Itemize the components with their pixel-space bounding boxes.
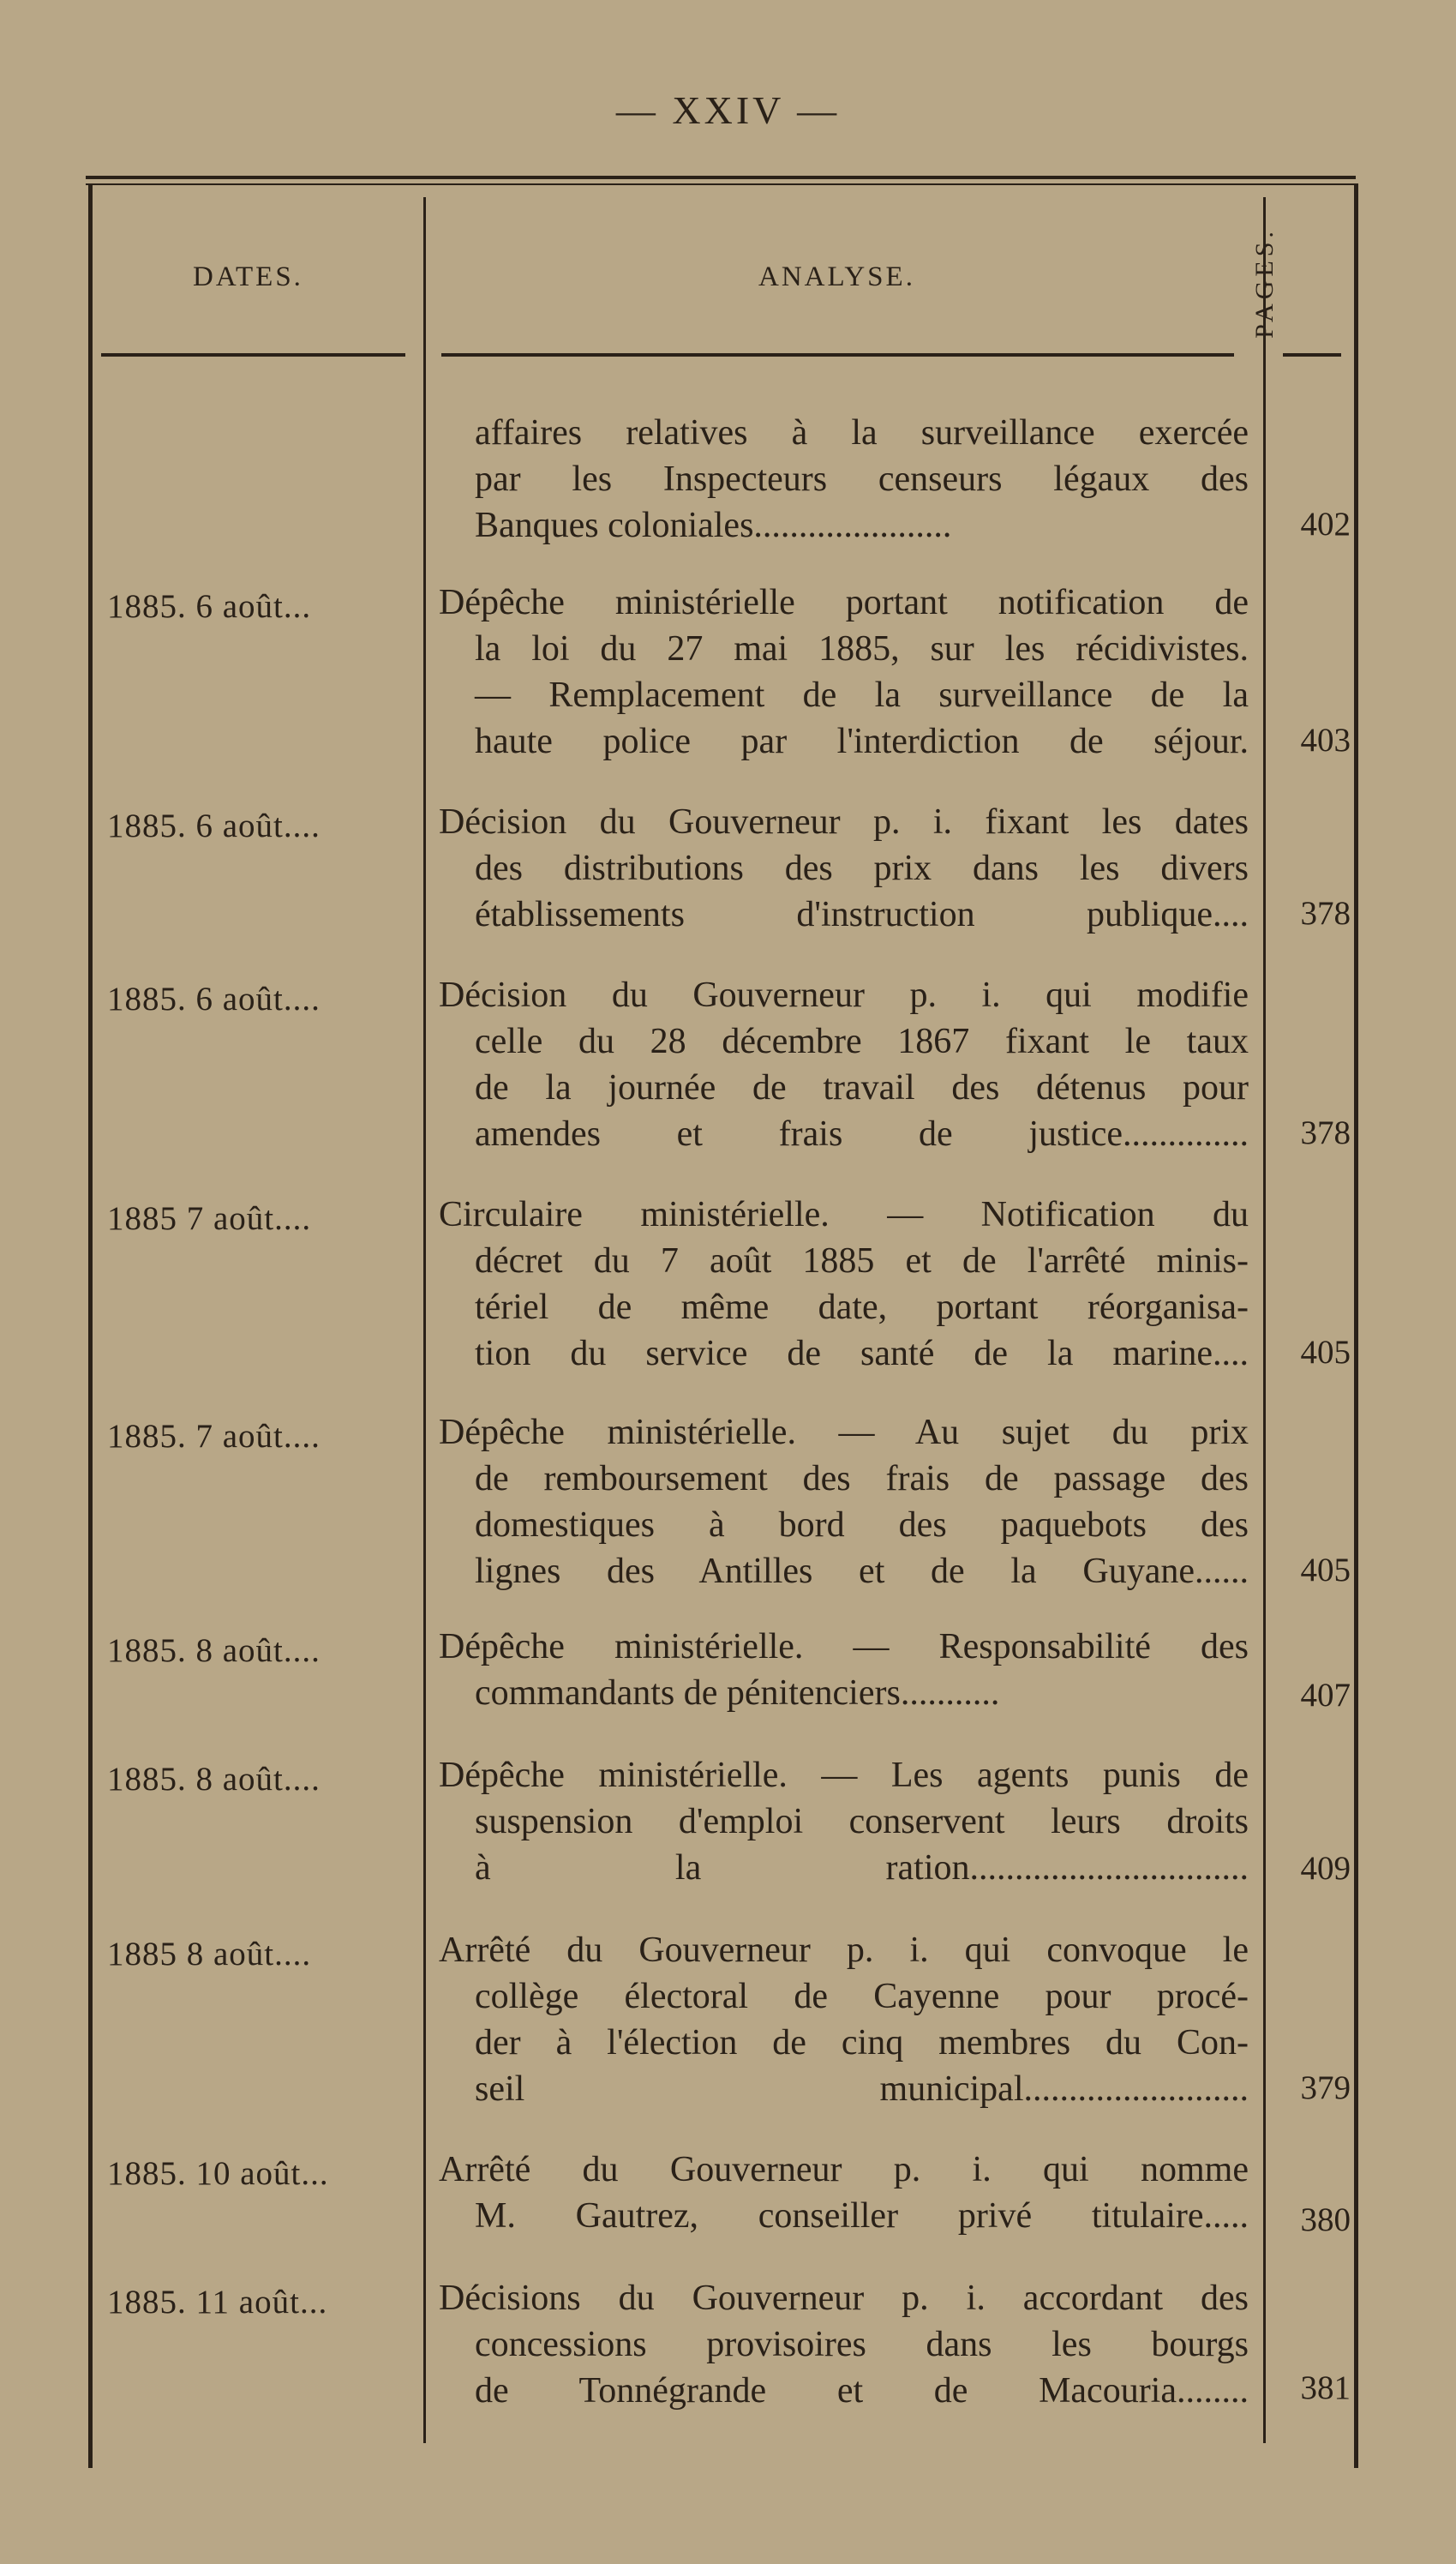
analysis-line: concessions provisoires dans les bourgs <box>475 2325 1249 2364</box>
analysis-line: Dépêche ministérielle. — Responsabilité des <box>439 1627 1249 1666</box>
analysis-line: Banques coloniales...................... <box>475 506 952 545</box>
entry-page: 379 <box>1300 2069 1351 2106</box>
entry-page: 380 <box>1300 2201 1351 2238</box>
column-separator-pages <box>1263 197 1266 2443</box>
analysis-line: M. Gautrez, conseiller privé titulaire..... <box>475 2196 1249 2236</box>
pages-header-underline <box>1283 353 1341 357</box>
analysis-line: celle du 28 décembre 1867 fixant le taux <box>475 1022 1249 1061</box>
analysis-line: de Tonnégrande et de Macouria........ <box>475 2371 1249 2411</box>
entry-analysis <box>439 2275 1249 2414</box>
top-rule-thin <box>86 183 1356 185</box>
pages-header-wrapper <box>1239 197 1291 369</box>
analysis-line: décret du 7 août 1885 et de l'arrêté minis- <box>475 1241 1249 1281</box>
analysis-line: amendes et frais de justice.............. <box>475 1114 1249 1154</box>
entry-page: 403 <box>1300 722 1351 759</box>
entry-analysis <box>439 1752 1249 1891</box>
analysis-line: suspension d'emploi conservent leurs droits <box>475 1802 1249 1841</box>
entry-analysis <box>439 579 1249 765</box>
analysis-line: Dépêche ministérielle portant notification de <box>439 583 1249 622</box>
dates-header: DATES. <box>193 261 303 292</box>
dates-header-underline <box>101 353 405 357</box>
entry-page: 407 <box>1300 1677 1351 1714</box>
entry-page: 381 <box>1300 2369 1351 2406</box>
entry-analysis <box>439 1927 1249 2112</box>
analysis-line: domestiques à bord des paquebots des <box>475 1505 1249 1545</box>
right-border <box>1354 183 1358 2468</box>
analysis-line: Dépêche ministérielle. — Les agents punis de <box>439 1756 1249 1795</box>
analysis-line: des distributions des prix dans les divers <box>475 849 1249 888</box>
entry-analysis <box>439 2147 1249 2239</box>
analysis-line: de la journée de travail des détenus pour <box>475 1068 1249 1108</box>
analysis-line: der à l'élection de cinq membres du Con- <box>475 2023 1249 2063</box>
analysis-line: Arrêté du Gouverneur p. i. qui nomme <box>439 2150 1249 2189</box>
analysis-line: établissements d'instruction publique.... <box>475 895 1249 934</box>
entry-analysis <box>439 972 1249 1157</box>
entry-page: 378 <box>1300 895 1351 932</box>
entry-page: 378 <box>1300 1114 1351 1151</box>
analysis-line: tériel de même date, portant réorganisa- <box>475 1288 1249 1327</box>
analysis-line: — Remplacement de la surveillance de la <box>475 676 1249 715</box>
entry-date: 1885. 8 août.... <box>107 1761 321 1798</box>
entry-page: 405 <box>1300 1334 1351 1371</box>
analysis-line: tion du service de santé de la marine.... <box>475 1334 1249 1373</box>
analysis-line: Dépêche ministérielle. — Au sujet du prix <box>439 1413 1249 1452</box>
analysis-line: commandants de pénitenciers........... <box>475 1673 1000 1713</box>
analysis-line: par les Inspecteurs censeurs légaux des <box>475 459 1249 499</box>
analysis-line: collège électoral de Cayenne pour procé- <box>475 1977 1249 2016</box>
entry-date: 1885. 8 août.... <box>107 1632 321 1669</box>
analysis-header-underline <box>441 353 1234 357</box>
entry-date: 1885. 10 août... <box>107 2155 329 2192</box>
entry-analysis <box>439 1192 1249 1377</box>
analysis-line: haute police par l'interdiction de séjour. <box>475 722 1249 761</box>
analysis-line: lignes des Antilles et de la Guyane...... <box>475 1552 1249 1591</box>
analysis-line: Décisions du Gouverneur p. i. accordant des <box>439 2279 1249 2318</box>
entry-date: 1885 7 août.... <box>107 1200 312 1237</box>
entry-analysis <box>439 1624 1249 1716</box>
entry-page: 409 <box>1300 1850 1351 1887</box>
entry-date: 1885. 6 août.... <box>107 808 321 844</box>
entry-page: 405 <box>1300 1552 1351 1588</box>
analysis-line: seil municipal......................... <box>475 2069 1249 2109</box>
entry-analysis <box>439 799 1249 938</box>
entry-date: 1885. 7 août.... <box>107 1418 321 1455</box>
entry-analysis <box>439 1409 1249 1594</box>
entry-date: 1885. 11 août... <box>107 2284 328 2321</box>
analysis-line: Circulaire ministérielle. — Notification du <box>439 1195 1249 1234</box>
analysis-header: ANALYSE. <box>758 261 915 292</box>
entry-date: 1885 8 août.... <box>107 1936 312 1973</box>
analysis-line: affaires relatives à la surveillance exercée <box>475 413 1249 453</box>
column-separator-dates <box>423 197 426 2443</box>
entry-date: 1885. 6 août.... <box>107 981 321 1018</box>
analysis-line: Arrêté du Gouverneur p. i. qui convoque le <box>439 1931 1249 1970</box>
entry-page: 402 <box>1300 506 1351 543</box>
left-border <box>88 183 93 2468</box>
analysis-line: la loi du 27 mai 1885, sur les récidivistes. <box>475 629 1249 669</box>
analysis-line: Décision du Gouverneur p. i. qui modifie <box>439 976 1249 1015</box>
page-number: — XXIV — <box>615 88 841 132</box>
analysis-line: Décision du Gouverneur p. i. fixant les dates <box>439 802 1249 842</box>
pages-header: PAGES. <box>1250 227 1279 339</box>
top-rule <box>86 176 1356 179</box>
entry-date: 1885. 6 août... <box>107 588 312 625</box>
analysis-line: de remboursement des frais de passage des <box>475 1459 1249 1498</box>
analysis-line: à la ration............................... <box>475 1848 1249 1888</box>
entry-analysis <box>439 410 1249 549</box>
